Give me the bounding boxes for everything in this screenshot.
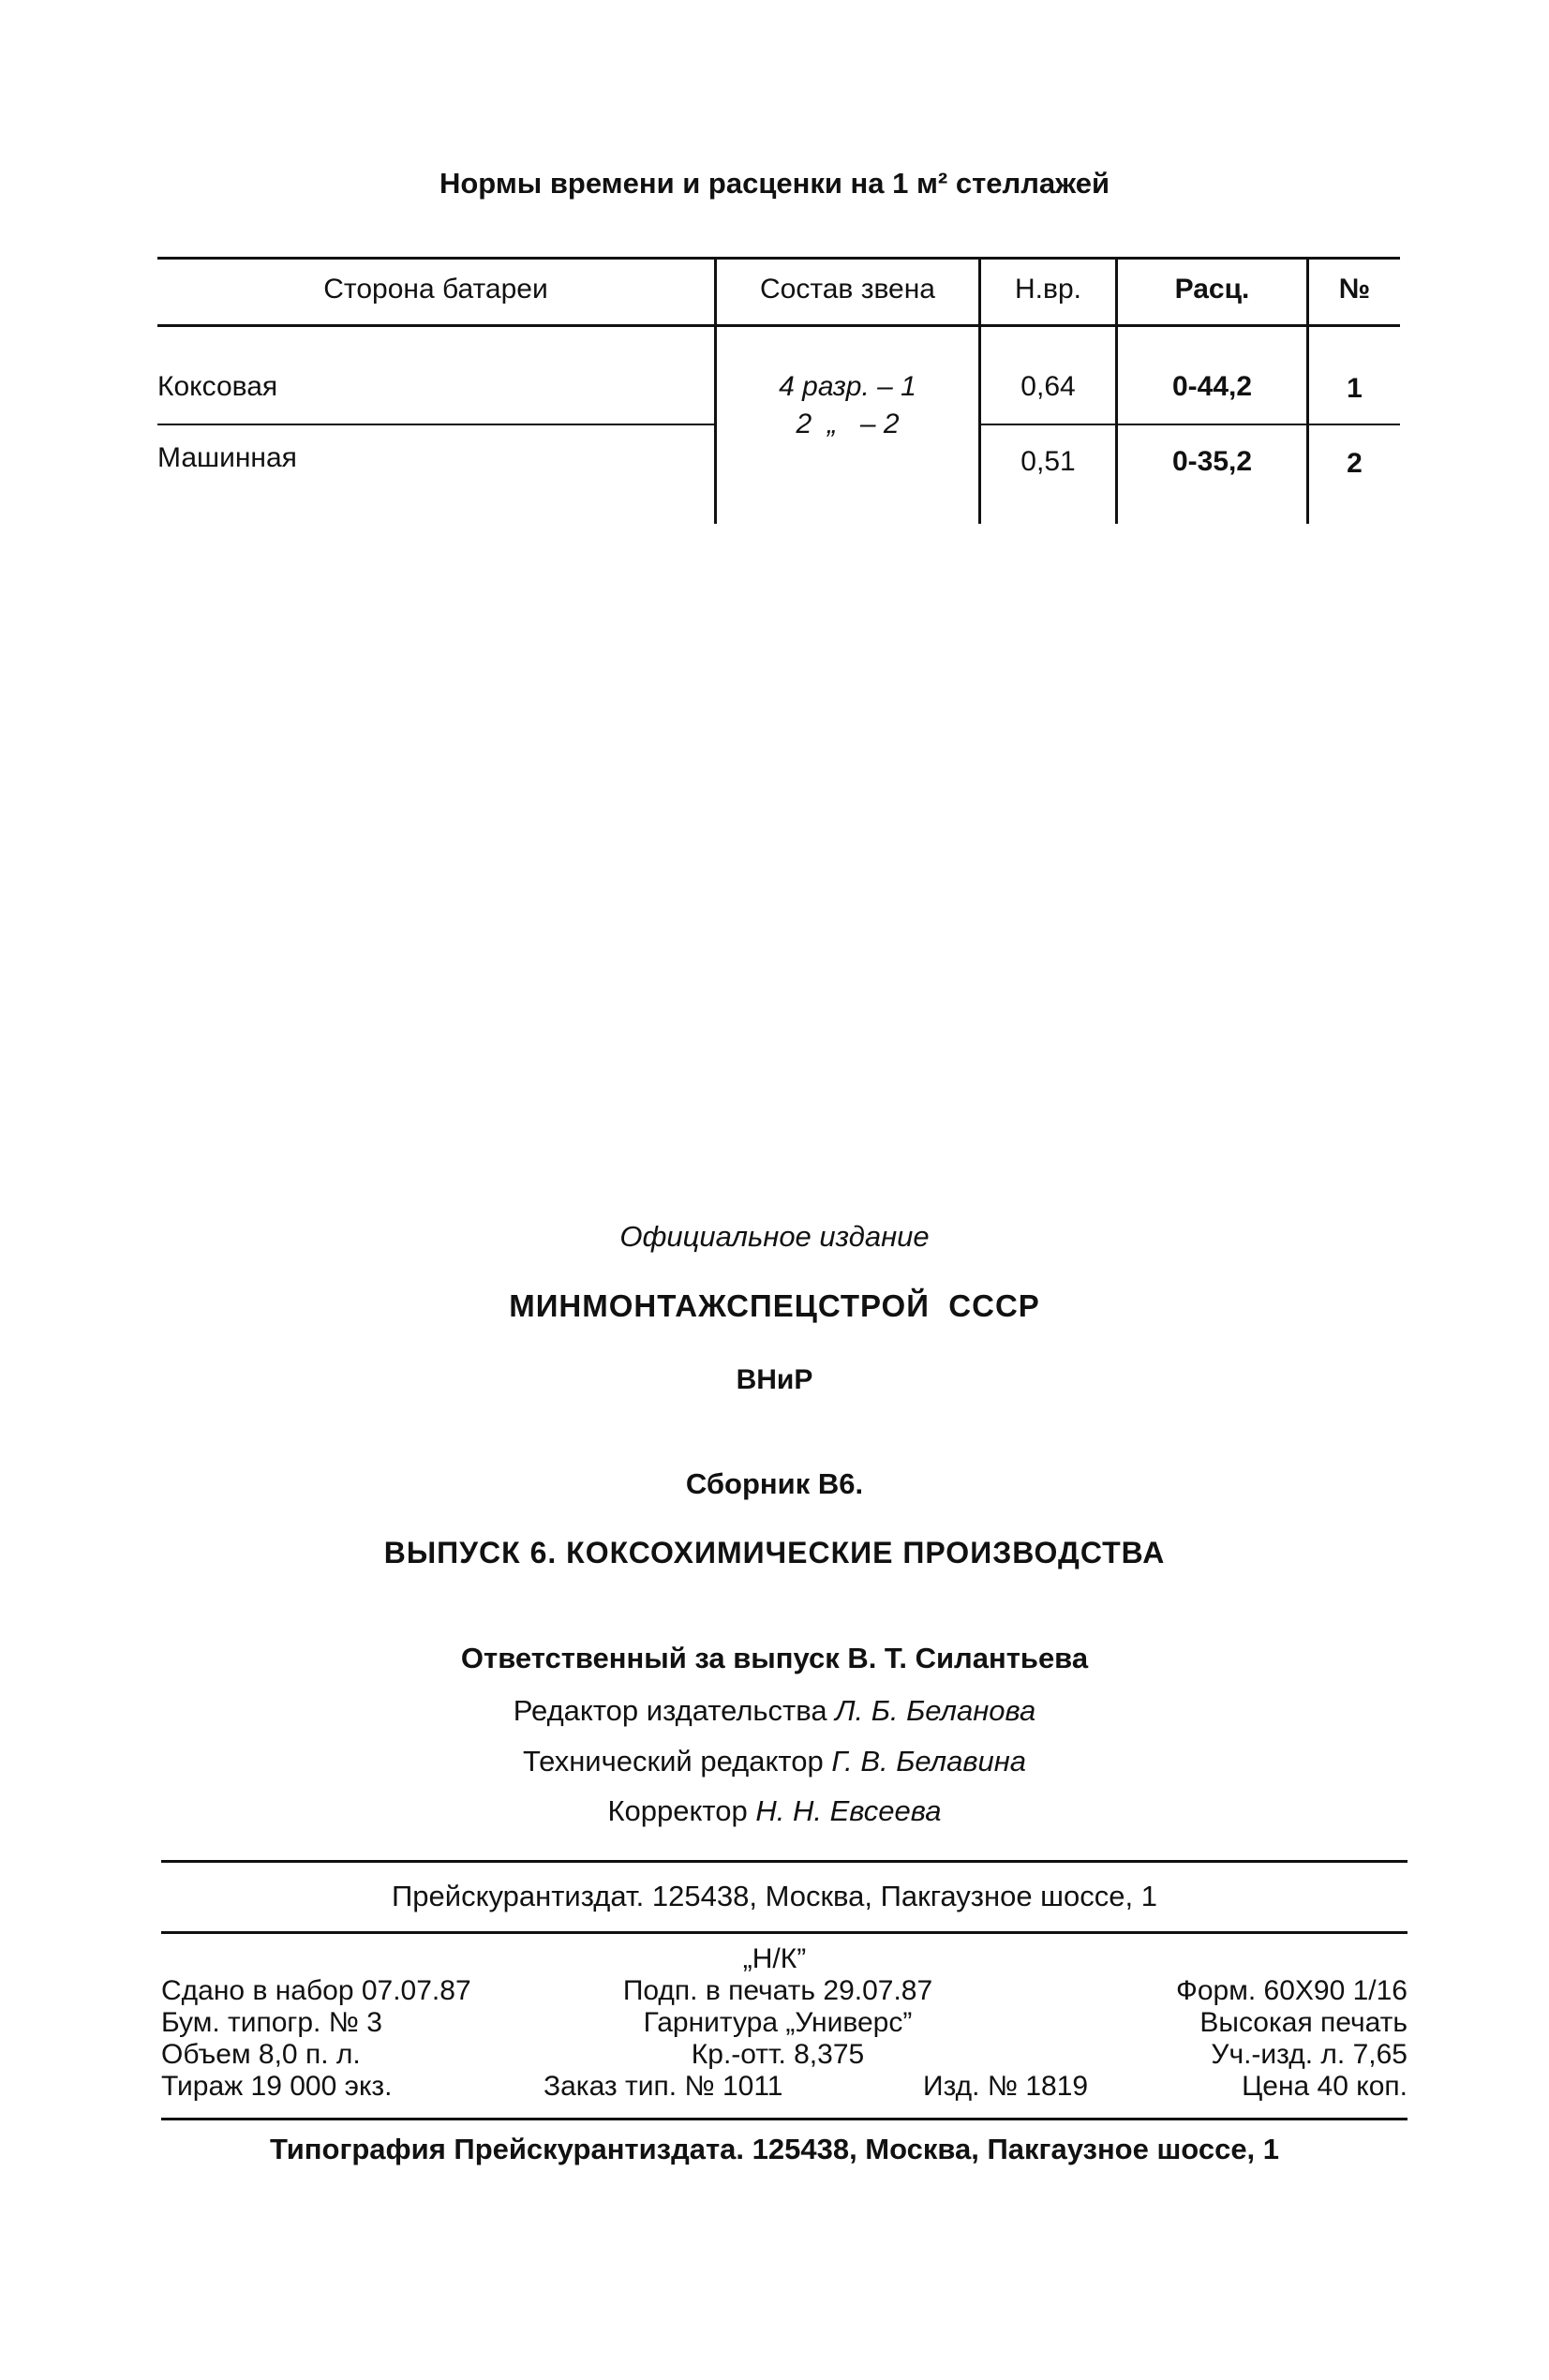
row1-norm: 0,64 <box>1020 371 1076 402</box>
official-edition: Официальное издание <box>619 1220 930 1253</box>
corrector-line <box>0 1794 1549 1828</box>
tech-editor-label: Технический редактор <box>522 1745 824 1778</box>
imprint-right-2: Высокая печать <box>1199 2007 1408 2038</box>
printer-line: Типография Прейскурантиздата. 125438, Москва, Пакгаузное шоссе, 1 <box>269 2133 1280 2165</box>
imprint-order: Заказ тип. № 1011 <box>544 2071 783 2102</box>
imprint-hk: „Н/К” <box>742 1943 807 1974</box>
issue-title: ВЫПУСК 6. КОКСОХИМИЧЕСКИЕ ПРОИЗВОДСТВА <box>383 1536 1166 1569</box>
crew-line-2: 2 „ – 2 <box>796 409 900 439</box>
row2-norm: 0,51 <box>1020 446 1076 477</box>
vnir: ВНиР <box>736 1364 813 1395</box>
imprint-left-3: Объем 8,0 п. л. <box>161 2039 361 2070</box>
imprint-left-4: Тираж 19 000 экз. <box>161 2071 393 2102</box>
imprint-middle-2: Гарнитура „Универс” <box>643 2007 913 2038</box>
editor-name: Л. Б. Беланова <box>835 1694 1036 1727</box>
row-divider-right <box>978 424 1400 425</box>
header-number: № <box>1338 274 1371 305</box>
editor-line <box>0 1694 1549 1728</box>
imprint-right-3: Уч.-изд. л. 7,65 <box>1211 2039 1408 2070</box>
imprint-middle-3: Кр.-отт. 8,375 <box>691 2039 865 2070</box>
row1-number: 1 <box>1347 373 1363 404</box>
responsible-line: Ответственный за выпуск В. Т. Силантьева <box>460 1642 1089 1674</box>
organization: МИНМОНТАЖСПЕЦСТРОЙ СССР <box>509 1288 1040 1323</box>
header-rate: Расц. <box>1174 274 1250 305</box>
publisher-top-rule <box>161 1860 1408 1863</box>
editor-label: Редактор издательства <box>513 1694 827 1727</box>
table-top-rule <box>157 257 1400 260</box>
imprint-right-1: Форм. 60Х90 1/16 <box>1176 1975 1408 2006</box>
row2-number: 2 <box>1347 448 1363 479</box>
tech-editor-name: Г. В. Белавина <box>831 1745 1027 1778</box>
row1-rate: 0-44,2 <box>1171 371 1253 402</box>
publisher-bottom-rule <box>161 1931 1408 1934</box>
corrector-label: Корректор <box>607 1794 748 1827</box>
imprint-middle-1: Подп. в печать 29.07.87 <box>622 1975 933 2006</box>
row2-side: Машинная <box>157 442 297 473</box>
corrector-name: Н. Н. Евсеева <box>755 1794 942 1827</box>
crew-line-1: 4 разр. – 1 <box>779 371 916 402</box>
imprint-bottom-rule <box>161 2118 1408 2120</box>
table-header-rule <box>157 324 1400 327</box>
header-side: Сторона батареи <box>323 274 548 305</box>
tech-editor-line <box>0 1745 1549 1778</box>
row2-rate: 0-35,2 <box>1171 446 1253 477</box>
imprint-right <box>1031 1975 1408 2103</box>
header-crew: Состав звена <box>759 274 935 305</box>
imprint-left-2: Бум. типогр. № 3 <box>161 2007 382 2038</box>
imprint-middle <box>544 1975 1012 2071</box>
publisher-line: Прейскурантиздат. 125438, Москва, Пакгаузное шоссе, 1 <box>391 1880 1157 1912</box>
imprint-izd: Изд. № 1819 <box>923 2071 1089 2102</box>
imprint-left <box>161 1975 471 2103</box>
imprint-left-1: Сдано в набор 07.07.87 <box>161 1975 471 2006</box>
collection: Сборник В6. <box>685 1467 864 1500</box>
row-divider-left <box>157 424 714 425</box>
table-title: Нормы времени и расценки на 1 м² стеллажей <box>439 167 1110 200</box>
row1-side: Коксовая <box>157 371 278 402</box>
imprint-right-4: Цена 40 коп. <box>1242 2071 1408 2102</box>
header-norm: Н.вр. <box>1015 274 1081 305</box>
